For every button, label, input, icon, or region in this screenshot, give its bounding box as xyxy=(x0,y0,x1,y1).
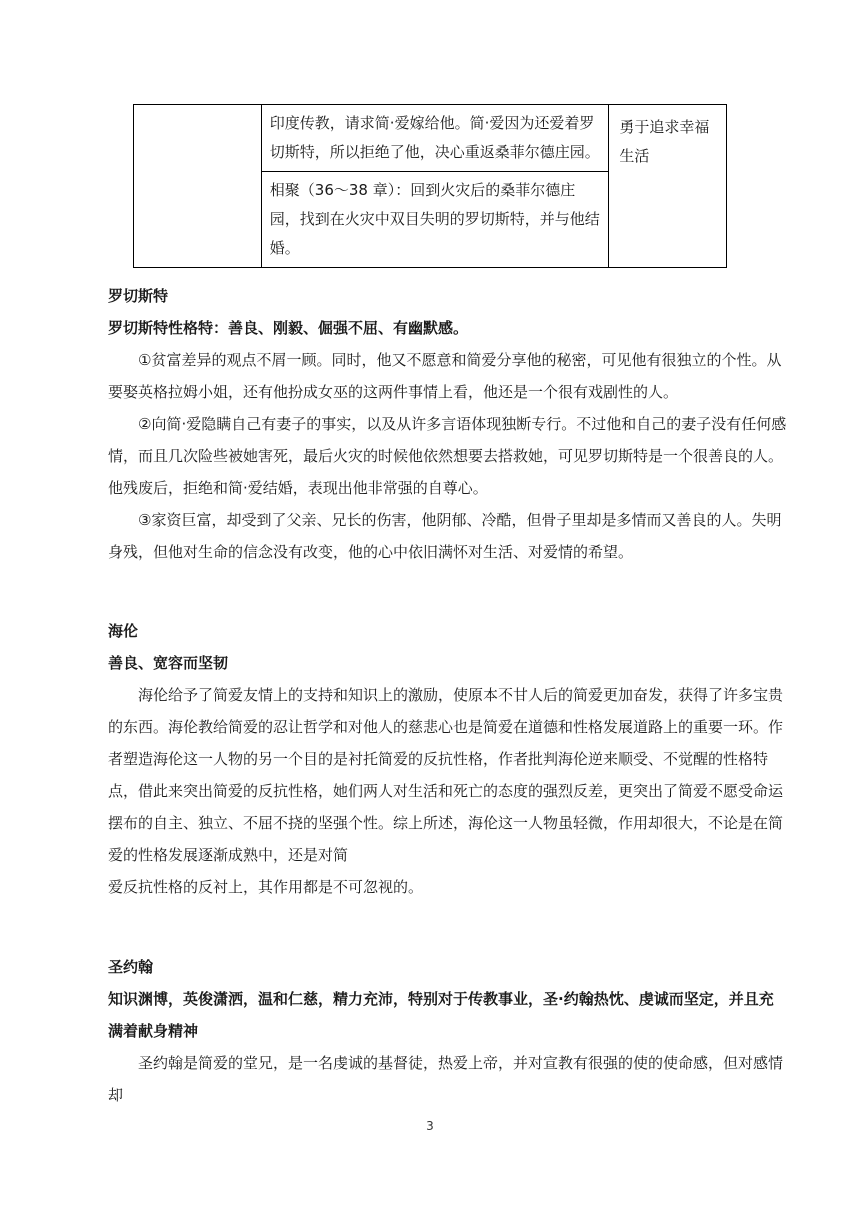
paragraph: 海伦给予了简爱友情上的支持和知识上的激励，使原本不甘人后的简爱更加奋发，获得了许多宝贵的东西。海伦教给简爱的忍让哲学和对他人的慈悲心也是简爱在道德和性格发展道路上的重要一环。作者塑造海伦这一人物的另一个目的是衬托简爱的反抗性格，作者批判海伦逆来顺受、不觉醒的性格特点，借此来突出简爱的反抗性格，她们两人对生活和死亡的态度的强烈反差，更突出了简爱不愿受命运摆布的自主、独立、不屈不挠的坚强个性。综上所述，海伦这一人物虽轻微，作用却很大，不论是在简爱的性格发展逐渐成熟中，还是对简 xyxy=(108,686,784,864)
paragraph: ②向简·爱隐瞒自己有妻子的事实，以及从许多言语体现独断专行。不过他和自己的妻子没有任何感情，而且几次险些被她害死，最后火灾的时候他依然想要去搭救她，可见罗切斯特是一个很善良的人。他残废后，拒绝和简·爱结婚，表现出他非常强的自尊心。 xyxy=(108,415,787,497)
section-stjohn xyxy=(108,951,788,1111)
section-title: 圣约翰 xyxy=(108,958,154,976)
paragraph: 圣约翰是简爱的堂兄，是一名虔诚的基督徒，热爱上帝，并对宣教有很强的使的使命感，但对感情却 xyxy=(108,1054,784,1104)
table-row xyxy=(134,105,727,172)
paragraph: ①贫富差异的观点不屑一顾。同时，他又不愿意和简爱分享他的秘密，可见他有很独立的个性。从要娶英格拉姆小姐，还有他扮成女巫的这两件事情上看，他还是一个很有戏剧性的人。 xyxy=(108,351,782,401)
section-title: 罗切斯特 xyxy=(108,287,169,305)
traits-line: 罗切斯特性格特：善良、刚毅、倔强不屈、有幽默感。 xyxy=(108,319,469,337)
page-number: 3 xyxy=(426,1119,434,1133)
section-rochester xyxy=(108,280,788,568)
table-cell: 相聚（36～38 章）：回到火灾后的桑菲尔德庄园，找到在火灾中双目失明的罗切斯特，并与他结婚。 xyxy=(261,172,609,268)
table-cell-theme: 勇于追求幸福生活 xyxy=(609,105,727,268)
table-cell-empty xyxy=(134,105,262,268)
traits-line: 善良、宽容而坚韧 xyxy=(108,654,229,672)
traits-line: 知识渊博，英俊潇洒，温和仁慈，精力充沛，特别对于传教事业，圣·约翰热忱、虔诚而坚定，并且充满着献身精神 xyxy=(108,990,774,1040)
paragraph: 爱反抗性格的反衬上，其作用都是不可忽视的。 xyxy=(108,878,424,896)
section-helen xyxy=(108,615,788,903)
section-title: 海伦 xyxy=(108,622,139,640)
paragraph: ③家资巨富，却受到了父亲、兄长的伤害，他阴郁、冷酷，但骨子里却是多情而又善良的人。失明身残，但他对生命的信念没有改变，他的心中依旧满怀对生活、对爱情的希望。 xyxy=(108,511,782,561)
table-cell: 印度传教，请求简·爱嫁给他。简·爱因为还爱着罗切斯特，所以拒绝了他，决心重返桑菲尔德庄园。 xyxy=(261,105,609,172)
summary-table xyxy=(133,104,727,268)
